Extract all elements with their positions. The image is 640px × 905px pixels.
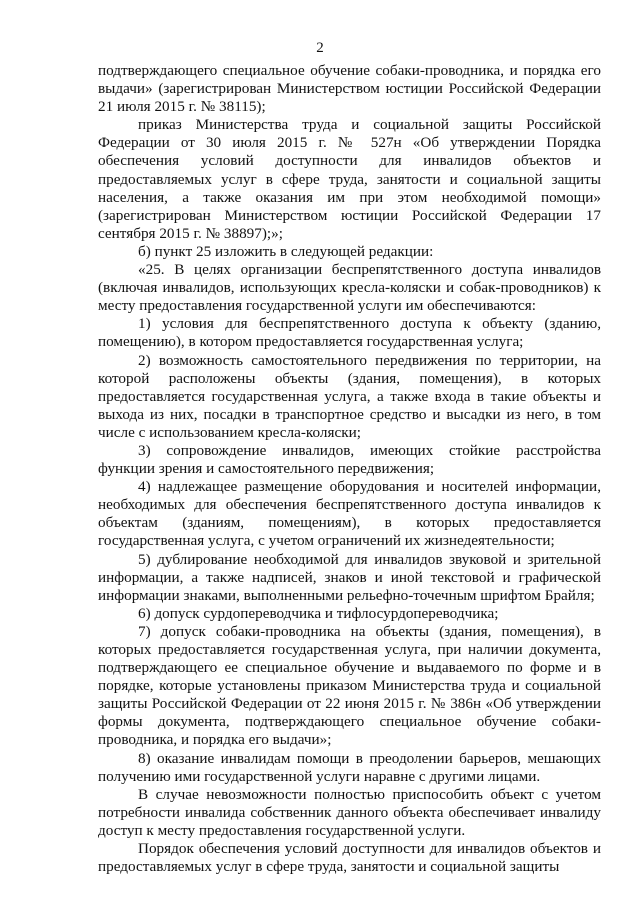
paragraph-item-4: 4) надлежащее размещение оборудования и носителей информации, необходимых для обеспечения беспрепятственного доступа инвалидов к объектам (зданиям, помещениям), в которых предоставляется государственная услуга, с учетом ограничений их жизнедеятельности;: [98, 478, 601, 550]
paragraph-item-1: 1) условия для беспрепятственного доступа к объекту (зданию, помещению), в котором предоставляется государственная услуга;: [98, 315, 601, 351]
paragraph-impossibility: В случае невозможности полностью приспособить объект с учетом потребности инвалида собственник данного объекта обеспечивает инвалиду доступ к месту предоставления государственной услуги.: [98, 785, 601, 839]
paragraph-order-527n: приказ Министерства труда и социальной защиты Российской Федерации от 30 июля 2015 г. № 527н «Об утверждении Порядка обеспечения условий доступности для инвалидов объектов и предоставляемых услуг в сфере труда, занятости и социальной защиты населения, а также оказания им при этом необходимой помощи» (зарегистрирован Министерством юстиции Российской Федерации 17 сентября 2015 г. № 38897);»;: [98, 116, 601, 242]
paragraph-item-7: 7) допуск собаки-проводника на объекты (здания, помещения), в которых предоставляется государственная услуга, при наличии документа, подтверждающего ее специальное обучение и выдаваемого по форме и в порядке, которые установлены приказом Министерства труда и социальной защиты Российской Федерации от 22 июня 2015 г. № 386н «Об утверждении формы документа, подтверждающего специальное обучение собаки-проводника, и порядка его выдачи»;: [98, 622, 601, 749]
paragraph-continuation: подтверждающего специальное обучение собаки-проводника, и порядка его выдачи» (зарегистрирован Министерством юстиции Российской Федерации 21 июля 2015 г. № 38115);: [98, 62, 601, 116]
paragraph-item-5: 5) дублирование необходимой для инвалидов звуковой и зрительной информации, а также надписей, знаков и иной текстовой и графической информации знаками, выполненными рельефно-точечным шрифтом Брайля;: [98, 550, 601, 604]
document-body: [98, 62, 601, 876]
paragraph-item-2: 2) возможность самостоятельного передвижения по территории, на которой расположены объекты (здания, помещения), в которых предоставляется государственная услуга, а также входа в такие объекты и выхода из них, посадки в транспортное средство и высадки из него, в том числе с использованием кресла-коляски;: [98, 351, 601, 441]
page-number: 2: [316, 40, 324, 56]
paragraph-item-3: 3) сопровождение инвалидов, имеющих стойкие расстройства функции зрения и самостоятельного передвижения;: [98, 441, 601, 478]
paragraph-clause-25: «25. В целях организации беспрепятственного доступа инвалидов (включая инвалидов, использующих кресла-коляски и собак-проводников) к месту предоставления государственной услуги им обеспечиваются:: [98, 261, 601, 315]
paragraph-procedure: Порядок обеспечения условий доступности для инвалидов объектов и предоставляемых услуг в сфере труда, занятости и социальной защиты: [98, 840, 601, 876]
paragraph-item-b: б) пункт 25 изложить в следующей редакции:: [138, 242, 434, 260]
paragraph-item-8: 8) оказание инвалидам помощи в преодолении барьеров, мешающих получению ими государственной услуги наравне с другими лицами.: [98, 749, 601, 785]
paragraph-item-6: 6) допуск сурдопереводчика и тифлосурдопереводчика;: [138, 604, 499, 622]
